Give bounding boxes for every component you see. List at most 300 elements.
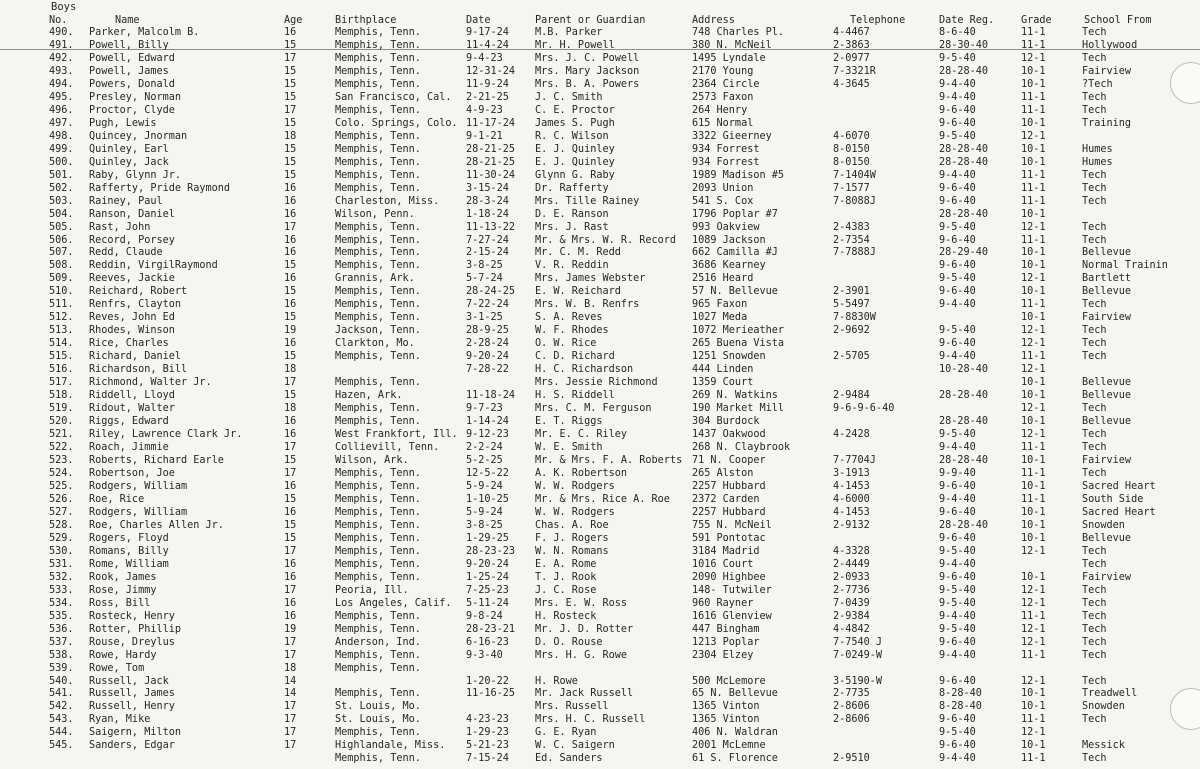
student-name: Rhodes, Winson [89, 325, 175, 337]
address: 2090 Highbee [692, 571, 766, 583]
birthplace: Memphis, Tenn. [335, 130, 421, 142]
birthplace: Memphis, Tenn. [335, 312, 421, 324]
parent-guardian: D. E. Ranson [535, 208, 609, 220]
parent-guardian: W. C. Saigern [535, 740, 615, 752]
parent-guardian: O. W. Rice [535, 338, 597, 350]
date-registered: 28-28-40 [939, 416, 989, 428]
birth-date: 28-9-25 [466, 325, 509, 337]
school-from: Sacred Heart [1082, 506, 1156, 518]
telephone: 2-8606 [833, 714, 870, 726]
school-from: Snowden [1082, 701, 1125, 713]
school-from: Tech [1082, 195, 1107, 207]
birth-date: 2-21-25 [466, 91, 509, 103]
birthplace: Memphis, Tenn. [335, 169, 421, 181]
row-no: 522. [49, 442, 74, 454]
grade: 11-1 [1021, 299, 1046, 311]
table-row [0, 558, 1200, 571]
address: 304 Burdock [692, 416, 760, 428]
address: 2170 Young [692, 65, 754, 77]
telephone: 4-6000 [833, 493, 870, 505]
age: 17 [284, 714, 297, 726]
row-no: 491. [49, 39, 74, 51]
age: 16 [284, 273, 297, 285]
date-registered: 9-4-40 [939, 169, 976, 181]
school-from: Tech [1082, 169, 1107, 181]
age: 15 [284, 65, 297, 77]
row-no: 502. [49, 182, 74, 194]
grade: 12-1 [1021, 52, 1046, 64]
telephone: 3-5190-W [833, 675, 883, 687]
birthplace: Memphis, Tenn. [335, 480, 421, 492]
grade: 10-1 [1021, 480, 1046, 492]
grade: 10-1 [1021, 506, 1046, 518]
grade: 12-1 [1021, 364, 1046, 376]
telephone: 7-7888J [833, 247, 876, 259]
parent-guardian: Mr. J. D. Rotter [535, 623, 634, 635]
address: 934 Forrest [692, 143, 760, 155]
student-name: Riley, Lawrence Clark Jr. [89, 429, 243, 441]
date-registered: 9-4-40 [939, 610, 976, 622]
grade: 12-1 [1021, 338, 1046, 350]
address: 3184 Madrid [692, 545, 760, 557]
grade: 12-1 [1021, 636, 1046, 648]
school-from: Messick [1082, 740, 1125, 752]
birthplace: Memphis, Tenn. [335, 649, 421, 661]
row-no: 519. [49, 403, 74, 415]
birth-date: 28-24-25 [466, 286, 516, 298]
header-date-reg: Date Reg. [939, 15, 995, 26]
row-no: 534. [49, 597, 74, 609]
parent-guardian: J. C. Rose [535, 584, 597, 596]
row-no: 520. [49, 416, 74, 428]
birth-date: 3-1-25 [466, 312, 503, 324]
telephone: 4-1453 [833, 506, 870, 518]
student-name: Quinley, Earl [89, 143, 169, 155]
school-from: Tech [1082, 325, 1107, 337]
parent-guardian: Ed. Sanders [535, 753, 603, 765]
table-row [0, 752, 1200, 765]
grade: 10-1 [1021, 571, 1046, 583]
school-from: Tech [1082, 182, 1107, 194]
parent-guardian: Mr. & Mrs. Rice A. Roe [535, 493, 670, 505]
date-registered: 9-6-40 [939, 571, 976, 583]
birthplace: Highlandale, Miss. [335, 740, 446, 752]
telephone: 9-6-9-6-40 [833, 403, 895, 415]
grade: 12-1 [1021, 325, 1046, 337]
birth-date: 9-20-24 [466, 351, 509, 363]
student-name: Raby, Glynn Jr. [89, 169, 182, 181]
parent-guardian: Mrs. H. C. Russell [535, 714, 646, 726]
row-no: 509. [49, 273, 74, 285]
birthplace: St. Louis, Mo. [335, 714, 421, 726]
row-no: 525. [49, 480, 74, 492]
telephone: 4-4467 [833, 27, 870, 38]
row-no: 524. [49, 467, 74, 479]
address: 268 N. Claybrook [692, 442, 791, 454]
table-row [0, 519, 1200, 532]
parent-guardian: E. J. Quinley [535, 143, 615, 155]
grade: 12-1 [1021, 403, 1046, 415]
student-name: Rome, William [89, 558, 169, 570]
student-name: Powell, Billy [89, 39, 169, 51]
birthplace: Memphis, Tenn. [335, 558, 421, 570]
birthplace: Memphis, Tenn. [335, 403, 421, 415]
birth-date: 5-9-24 [466, 506, 503, 518]
address: 71 N. Cooper [692, 455, 766, 466]
age: 17 [284, 740, 297, 752]
birthplace: Memphis, Tenn. [335, 416, 421, 428]
parent-guardian: H. C. Richardson [535, 364, 634, 376]
address: 960 Rayner [692, 597, 754, 609]
row-no: 542. [49, 701, 74, 713]
birth-date: 1-18-24 [466, 208, 509, 220]
address: 1213 Poplar [692, 636, 760, 648]
table-row [0, 221, 1200, 234]
table-row [0, 597, 1200, 610]
school-from: Tech [1082, 714, 1107, 726]
telephone: 2-9692 [833, 325, 870, 337]
birth-date: 11-16-25 [466, 688, 516, 700]
telephone: 2-7736 [833, 584, 870, 596]
row-no: 538. [49, 649, 74, 661]
table-row [0, 169, 1200, 182]
address: 615 Normal [692, 117, 754, 129]
school-from: Sacred Heart [1082, 480, 1156, 492]
row-no: 529. [49, 532, 74, 544]
birthplace: Memphis, Tenn. [335, 519, 421, 531]
age: 15 [284, 286, 297, 298]
row-no: 512. [49, 312, 74, 324]
parent-guardian: Mrs. C. M. Ferguson [535, 403, 652, 415]
parent-guardian: E. J. Quinley [535, 156, 615, 168]
grade: 12-1 [1021, 623, 1046, 635]
table-row [0, 662, 1200, 675]
birthplace: Grannis, Ark. [335, 273, 415, 285]
birth-date: 7-25-23 [466, 584, 509, 596]
date-registered: 9-5-40 [939, 52, 976, 64]
birth-date: 9-3-40 [466, 649, 503, 661]
school-from: Tech [1082, 104, 1107, 116]
school-from: Tech [1082, 558, 1107, 570]
age: 16 [284, 247, 297, 259]
date-registered: 9-4-40 [939, 558, 976, 570]
row-no: 521. [49, 429, 74, 441]
date-registered: 9-5-40 [939, 130, 976, 142]
age: 18 [284, 662, 297, 674]
parent-guardian: M.B. Parker [535, 27, 603, 38]
birthplace: Memphis, Tenn. [335, 104, 421, 116]
age: 16 [284, 234, 297, 246]
telephone: 7-0249-W [833, 649, 883, 661]
birth-date: 28-21-25 [466, 156, 516, 168]
age: 15 [284, 493, 297, 505]
school-from: ?Tech [1082, 78, 1113, 90]
parent-guardian: Mrs. B. A. Powers [535, 78, 640, 90]
row-no: 537. [49, 636, 74, 648]
birth-date: 9-1-21 [466, 130, 503, 142]
student-name: Powell, Edward [89, 52, 175, 64]
student-name: Rodgers, William [89, 480, 188, 492]
grade: 11-1 [1021, 104, 1046, 116]
date-registered: 9-6-40 [939, 286, 976, 298]
address: 2001 McLemne [692, 740, 766, 752]
parent-guardian: Mr. H. Powell [535, 39, 615, 51]
age: 17 [284, 545, 297, 557]
age: 17 [284, 377, 297, 389]
row-no: 508. [49, 260, 74, 272]
age: 16 [284, 195, 297, 207]
address: 269 N. Watkins [692, 390, 778, 402]
birth-date: 9-8-24 [466, 610, 503, 622]
parent-guardian: W. W. Rodgers [535, 506, 615, 518]
age: 15 [284, 39, 297, 51]
birthplace: Memphis, Tenn. [335, 727, 421, 739]
birth-date: 28-23-21 [466, 623, 516, 635]
table-row [0, 687, 1200, 700]
age: 16 [284, 27, 297, 38]
telephone: 4-3645 [833, 78, 870, 90]
table-row [0, 143, 1200, 156]
row-no: 544. [49, 727, 74, 739]
date-registered: 28-28-40 [939, 156, 989, 168]
birth-date: 7-15-24 [466, 753, 509, 765]
birthplace: Memphis, Tenn. [335, 545, 421, 557]
birthplace: Memphis, Tenn. [335, 623, 421, 635]
table-row [0, 104, 1200, 117]
student-name: Rice, Charles [89, 338, 169, 350]
school-from: Tech [1082, 597, 1107, 609]
address: 2304 Elzey [692, 649, 754, 661]
age: 16 [284, 429, 297, 441]
parent-guardian: Mrs. Jessie Richmond [535, 377, 658, 389]
table-row [0, 65, 1200, 78]
age: 15 [284, 78, 297, 90]
student-name: Richard, Daniel [89, 351, 182, 363]
telephone: 2-9384 [833, 610, 870, 622]
address: 541 S. Cox [692, 195, 754, 207]
birthplace: West Frankfort, Ill. [335, 429, 458, 441]
date-registered: 28-28-40 [939, 519, 989, 531]
row-no: 541. [49, 688, 74, 700]
date-registered: 9-4-40 [939, 78, 976, 90]
age: 17 [284, 636, 297, 648]
grade: 12-1 [1021, 221, 1046, 233]
age: 15 [284, 455, 297, 466]
age: 15 [284, 519, 297, 531]
birth-date: 9-12-23 [466, 429, 509, 441]
table-row [0, 117, 1200, 130]
birth-date: 12-31-24 [466, 65, 516, 77]
header-school: School From [1084, 15, 1152, 26]
address: 2257 Hubbard [692, 506, 766, 518]
school-from: Bartlett [1082, 273, 1132, 285]
student-name: Rowe, Hardy [89, 649, 157, 661]
parent-guardian: Mrs. Mary Jackson [535, 65, 640, 77]
birthplace: Memphis, Tenn. [335, 532, 421, 544]
date-registered: 10-28-40 [939, 364, 989, 376]
parent-guardian: R. C. Wilson [535, 130, 609, 142]
birth-date: 5-9-24 [466, 480, 503, 492]
age: 16 [284, 571, 297, 583]
section-label: Boys [51, 1, 77, 13]
school-from: Tech [1082, 442, 1107, 454]
grade: 11-1 [1021, 714, 1046, 726]
address: 3322 Gieerney [692, 130, 772, 142]
birth-date: 11-18-24 [466, 390, 516, 402]
table-row [0, 428, 1200, 441]
age: 16 [284, 182, 297, 194]
grade: 11-1 [1021, 91, 1046, 103]
student-name: Rose, Jimmy [89, 584, 157, 596]
student-name: Roach, Jimmie [89, 442, 169, 454]
header-telephone: Telephone [850, 15, 906, 26]
row-no: 532. [49, 571, 74, 583]
address: 190 Market Mill [692, 403, 785, 415]
grade: 10-1 [1021, 532, 1046, 544]
birthplace: Memphis, Tenn. [335, 493, 421, 505]
address: 591 Pontotac [692, 532, 766, 544]
grade: 10-1 [1021, 78, 1046, 90]
table-row [0, 623, 1200, 636]
birth-date: 28-21-25 [466, 143, 516, 155]
parent-guardian: J. C. Smith [535, 91, 603, 103]
birthplace: Memphis, Tenn. [335, 753, 421, 765]
birthplace: Memphis, Tenn. [335, 688, 421, 700]
parent-guardian: W. F. Rhodes [535, 325, 609, 337]
table-row [0, 636, 1200, 649]
parent-guardian: Glynn G. Raby [535, 169, 615, 181]
age: 18 [284, 403, 297, 415]
age: 17 [284, 584, 297, 596]
birth-date: 5-2-25 [466, 455, 503, 466]
row-no: 498. [49, 130, 74, 142]
birthplace: Hazen, Ark. [335, 390, 403, 402]
row-no: 504. [49, 208, 74, 220]
table-row [0, 156, 1200, 169]
parent-guardian: C. E. Proctor [535, 104, 615, 116]
birthplace: Collievill, Tenn. [335, 442, 440, 454]
student-name: Riggs, Edward [89, 416, 169, 428]
birthplace: Memphis, Tenn. [335, 156, 421, 168]
address: 993 Oakview [692, 221, 760, 233]
parent-guardian: D. O. Rouse [535, 636, 603, 648]
header-age: Age [284, 15, 303, 26]
telephone: 2-3901 [833, 286, 870, 298]
student-name: Powers, Donald [89, 78, 175, 90]
header-date: Date [466, 15, 491, 26]
school-from: Tech [1082, 545, 1107, 557]
row-no: 510. [49, 286, 74, 298]
birthplace: Wilson, Ark. [335, 455, 409, 466]
row-no: 501. [49, 169, 74, 181]
school-from: Tech [1082, 623, 1107, 635]
age: 15 [284, 169, 297, 181]
table-row [0, 700, 1200, 713]
table-row [0, 480, 1200, 493]
telephone: 2-9132 [833, 519, 870, 531]
address: 3686 Kearney [692, 260, 766, 272]
grade: 11-1 [1021, 169, 1046, 181]
birth-date: 1-14-24 [466, 416, 509, 428]
grade: 10-1 [1021, 390, 1046, 402]
student-name: Parker, Malcolm B. [89, 27, 200, 38]
row-no: 507. [49, 247, 74, 259]
parent-guardian: Dr. Rafferty [535, 182, 609, 194]
birth-date: 2-2-24 [466, 442, 503, 454]
telephone: 7-0439 [833, 597, 870, 609]
row-no: 496. [49, 104, 74, 116]
school-from: Bellevue [1082, 390, 1132, 402]
grade: 10-1 [1021, 416, 1046, 428]
telephone: 8-0150 [833, 143, 870, 155]
student-name: Rainey, Paul [89, 195, 163, 207]
student-name: Ridout, Walter [89, 403, 175, 415]
parent-guardian: V. R. Reddin [535, 260, 609, 272]
grade: 10-1 [1021, 455, 1046, 466]
address: 2516 Heard [692, 273, 754, 285]
telephone: 2-7735 [833, 688, 870, 700]
date-registered: 9-4-40 [939, 649, 976, 661]
grade: 10-1 [1021, 260, 1046, 272]
age: 15 [284, 143, 297, 155]
birth-date: 9-4-23 [466, 52, 503, 64]
school-from: Fairview [1082, 65, 1132, 77]
date-registered: 9-4-40 [939, 442, 976, 454]
parent-guardian: E. W. Reichard [535, 286, 621, 298]
address: 1989 Madison #5 [692, 169, 785, 181]
student-name: Rogers, Floyd [89, 532, 169, 544]
school-from: Tech [1082, 753, 1107, 765]
birthplace: Memphis, Tenn. [335, 299, 421, 311]
parent-guardian: Mrs. J. Rast [535, 221, 609, 233]
student-name: Redd, Claude [89, 247, 163, 259]
school-from: Bellevue [1082, 416, 1132, 428]
address: 1796 Poplar #7 [692, 208, 778, 220]
telephone: 4-1453 [833, 480, 870, 492]
address: 61 S. Florence [692, 753, 778, 765]
table-row [0, 389, 1200, 402]
student-name: Reves, John Ed [89, 312, 175, 324]
table-row [0, 726, 1200, 739]
student-name: Rosteck, Henry [89, 610, 175, 622]
table-row [0, 246, 1200, 259]
grade: 11-1 [1021, 467, 1046, 479]
row-no: 518. [49, 390, 74, 402]
row-no: 493. [49, 65, 74, 77]
student-name: Rast, John [89, 221, 151, 233]
grade: 10-1 [1021, 286, 1046, 298]
grade: 10-1 [1021, 247, 1046, 259]
date-registered: 9-6-40 [939, 234, 976, 246]
birthplace: Memphis, Tenn. [335, 467, 421, 479]
table-row [0, 259, 1200, 272]
address: 662 Camilla #J [692, 247, 778, 259]
student-name: Reddin, VirgilRaymond [89, 260, 218, 272]
age: 16 [284, 610, 297, 622]
birthplace: Memphis, Tenn. [335, 377, 421, 389]
address: 447 Bingham [692, 623, 760, 635]
address: 65 N. Bellevue [692, 688, 778, 700]
grade: 10-1 [1021, 519, 1046, 531]
school-from: Bellevue [1082, 286, 1132, 298]
age: 15 [284, 312, 297, 324]
telephone: 2-9484 [833, 390, 870, 402]
date-registered: 9-6-40 [939, 506, 976, 518]
school-from: Tech [1082, 636, 1107, 648]
age: 15 [284, 117, 297, 129]
date-registered: 8-28-40 [939, 688, 982, 700]
parent-guardian: G. E. Ryan [535, 727, 597, 739]
